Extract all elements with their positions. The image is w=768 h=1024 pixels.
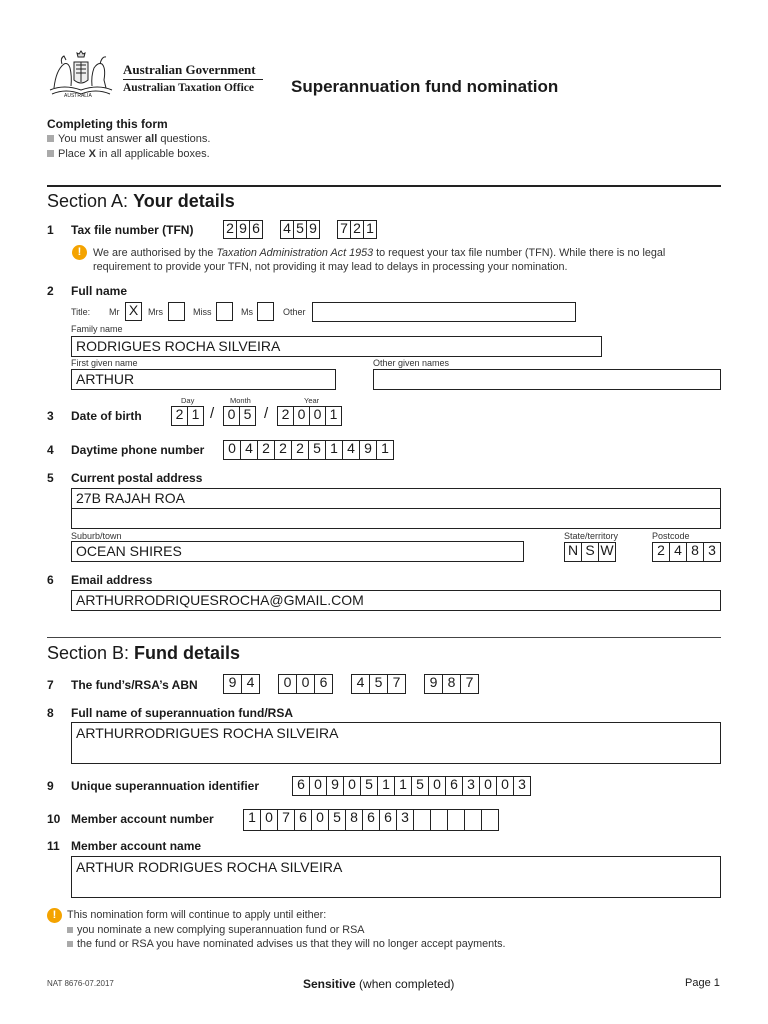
char-box[interactable]: 6 bbox=[362, 809, 380, 831]
section-b-rule bbox=[47, 637, 721, 638]
question-number: 4 bbox=[47, 443, 54, 457]
page-number: Page 1 bbox=[685, 977, 720, 989]
char-box[interactable]: 2 bbox=[291, 440, 309, 460]
char-box[interactable]: 5 bbox=[239, 406, 256, 426]
question-number: 6 bbox=[47, 573, 54, 587]
usi-label: Unique superannuation identifier bbox=[71, 779, 260, 793]
member-account-name-input[interactable]: ARTHUR RODRIGUES ROCHA SILVEIRA bbox=[71, 856, 721, 898]
section-a-title: Section A: Your details bbox=[47, 191, 235, 211]
char-box[interactable]: 9 bbox=[326, 776, 344, 796]
char-box[interactable]: 2 bbox=[223, 220, 237, 239]
bullet-square-icon bbox=[67, 941, 73, 947]
char-box[interactable]: 0 bbox=[311, 809, 329, 831]
header-divider bbox=[123, 79, 263, 80]
fund-name-label: Full name of superannuation fund/RSA bbox=[71, 706, 293, 720]
nomination-note-intro: This nomination form will continue to apply until either: bbox=[67, 909, 327, 921]
char-box[interactable]: 2 bbox=[350, 220, 364, 239]
char-box[interactable]: 4 bbox=[342, 440, 360, 460]
char-box[interactable]: 3 bbox=[462, 776, 480, 796]
family-name-label: Family name bbox=[71, 324, 123, 334]
address-line2-input[interactable] bbox=[71, 508, 721, 529]
info-icon: ! bbox=[72, 245, 87, 260]
char-box[interactable]: 9 bbox=[359, 440, 377, 460]
char-box[interactable]: 7 bbox=[277, 809, 295, 831]
government-name: Australian Government bbox=[123, 62, 256, 77]
char-box[interactable]: 9 bbox=[236, 220, 250, 239]
question-number: 10 bbox=[47, 812, 61, 826]
char-box[interactable]: 0 bbox=[260, 809, 278, 831]
char-box[interactable]: 2 bbox=[257, 440, 275, 460]
bullet-square-icon bbox=[47, 135, 54, 142]
char-box[interactable]: N bbox=[564, 542, 582, 562]
char-box[interactable]: 0 bbox=[278, 674, 297, 694]
char-box[interactable]: 7 bbox=[460, 674, 479, 694]
char-box[interactable]: 4 bbox=[669, 542, 687, 562]
title-ms-checkbox[interactable] bbox=[257, 302, 274, 321]
month-label: Month bbox=[230, 396, 251, 405]
char-box[interactable]: 4 bbox=[241, 674, 260, 694]
member-account-name-label: Member account name bbox=[71, 839, 202, 853]
char-box[interactable]: 1 bbox=[377, 776, 395, 796]
title-other-input[interactable] bbox=[312, 302, 576, 322]
char-box[interactable]: 7 bbox=[337, 220, 351, 239]
char-box[interactable]: W bbox=[598, 542, 616, 562]
char-box[interactable]: 0 bbox=[479, 776, 497, 796]
char-box[interactable]: 0 bbox=[293, 406, 310, 426]
char-box[interactable] bbox=[481, 809, 499, 831]
address-line1-input[interactable]: 27B RAJAH ROA bbox=[71, 488, 721, 509]
bullet-square-icon bbox=[47, 150, 54, 157]
char-box[interactable]: 0 bbox=[496, 776, 514, 796]
question-number: 11 bbox=[47, 839, 60, 853]
char-box[interactable]: 8 bbox=[686, 542, 704, 562]
first-name-label: First given name bbox=[71, 358, 138, 368]
char-box[interactable]: 0 bbox=[223, 406, 240, 426]
day-label: Day bbox=[181, 396, 195, 405]
completing-title: Completing this form bbox=[47, 117, 168, 131]
char-box[interactable]: 5 bbox=[369, 674, 388, 694]
year-label: Year bbox=[304, 396, 320, 405]
date-separator: / bbox=[264, 405, 269, 422]
char-box[interactable]: 0 bbox=[343, 776, 361, 796]
char-box[interactable]: 6 bbox=[249, 220, 263, 239]
char-box[interactable]: 5 bbox=[411, 776, 429, 796]
char-box[interactable]: 1 bbox=[394, 776, 412, 796]
char-box[interactable]: 3 bbox=[396, 809, 414, 831]
question-number: 9 bbox=[47, 779, 54, 793]
form-title: Superannuation fund nomination bbox=[291, 77, 559, 96]
fund-name-input[interactable]: ARTHURRODRIGUES ROCHA SILVEIRA bbox=[71, 722, 721, 764]
title-other-label: Other bbox=[283, 307, 306, 317]
question-number: 5 bbox=[47, 471, 54, 485]
svg-text:AUSTRALIA: AUSTRALIA bbox=[64, 93, 92, 98]
state-label: State/territory bbox=[564, 531, 619, 541]
char-box[interactable]: 1 bbox=[363, 220, 377, 239]
char-box[interactable]: 0 bbox=[428, 776, 446, 796]
agency-name: Australian Taxation Office bbox=[123, 82, 254, 94]
phone-label: Daytime phone number bbox=[71, 443, 205, 457]
title-miss-checkbox[interactable] bbox=[216, 302, 233, 321]
char-box[interactable]: 0 bbox=[309, 406, 326, 426]
char-box[interactable]: 5 bbox=[293, 220, 307, 239]
section-b-title: Section B: Fund details bbox=[47, 643, 241, 663]
char-box[interactable] bbox=[430, 809, 448, 831]
nomination-note-bullet-1: you nominate a new complying superannuation fund or RSA bbox=[67, 923, 365, 937]
full-name-label: Full name bbox=[71, 284, 128, 298]
family-name-input[interactable]: RODRIGUES ROCHA SILVEIRA bbox=[71, 336, 602, 357]
char-box[interactable]: 6 bbox=[292, 776, 310, 796]
title-label: Title: bbox=[71, 307, 91, 317]
char-box[interactable]: 9 bbox=[223, 674, 242, 694]
char-box[interactable]: 4 bbox=[240, 440, 258, 460]
char-box[interactable]: 5 bbox=[360, 776, 378, 796]
char-box[interactable]: S bbox=[581, 542, 599, 562]
char-box[interactable]: 9 bbox=[306, 220, 320, 239]
date-separator: / bbox=[210, 405, 215, 422]
char-box[interactable]: 1 bbox=[187, 406, 204, 426]
char-box[interactable]: 5 bbox=[328, 809, 346, 831]
info-icon: ! bbox=[47, 908, 62, 923]
char-box[interactable]: 8 bbox=[345, 809, 363, 831]
char-box[interactable]: 5 bbox=[308, 440, 326, 460]
question-number: 3 bbox=[47, 409, 54, 423]
title-miss-label: Miss bbox=[193, 307, 212, 317]
title-mrs-label: Mrs bbox=[148, 307, 163, 317]
other-given-names-input[interactable] bbox=[373, 369, 721, 390]
char-box[interactable]: 1 bbox=[325, 440, 343, 460]
char-box[interactable] bbox=[447, 809, 465, 831]
char-box[interactable]: 6 bbox=[445, 776, 463, 796]
abn-label: The fund’s/RSA’s ABN bbox=[71, 678, 198, 692]
char-box[interactable]: 2 bbox=[274, 440, 292, 460]
char-box[interactable]: 4 bbox=[351, 674, 370, 694]
sensitivity-label: Sensitive (when completed) bbox=[303, 977, 455, 991]
char-box[interactable]: 1 bbox=[325, 406, 342, 426]
char-box[interactable]: 4 bbox=[280, 220, 294, 239]
nomination-note-bullet-2: the fund or RSA you have nominated advises us that they will no longer accept payments. bbox=[67, 937, 506, 951]
suburb-input[interactable]: OCEAN SHIRES bbox=[71, 541, 524, 562]
char-box[interactable]: 7 bbox=[387, 674, 406, 694]
char-box[interactable] bbox=[413, 809, 431, 831]
instruction-1: You must answer all questions. bbox=[47, 133, 210, 145]
tfn-label: Tax file number (TFN) bbox=[71, 223, 194, 237]
email-label: Email address bbox=[71, 573, 153, 587]
dob-label: Date of birth bbox=[71, 409, 142, 423]
member-account-number-label: Member account number bbox=[71, 812, 214, 826]
bullet-square-icon bbox=[67, 927, 73, 933]
question-number: 2 bbox=[47, 284, 54, 298]
form-code: NAT 8676-07.2017 bbox=[47, 979, 114, 988]
title-mrs-checkbox[interactable] bbox=[168, 302, 185, 321]
section-a-rule bbox=[47, 185, 721, 187]
other-given-names-label: Other given names bbox=[373, 358, 450, 368]
postal-address-label: Current postal address bbox=[71, 471, 203, 485]
first-name-input[interactable]: ARTHUR bbox=[71, 369, 336, 390]
char-box[interactable]: 9 bbox=[424, 674, 443, 694]
char-box[interactable]: 0 bbox=[296, 674, 315, 694]
char-box[interactable]: 3 bbox=[513, 776, 531, 796]
email-input[interactable]: ARTHURRODRIQUESROCHA@GMAIL.COM bbox=[71, 590, 721, 611]
char-box[interactable]: 0 bbox=[309, 776, 327, 796]
title-mr-checkbox[interactable]: X bbox=[125, 302, 142, 321]
question-number: 8 bbox=[47, 706, 54, 720]
title-ms-label: Ms bbox=[241, 307, 253, 317]
title-mr-label: Mr bbox=[109, 307, 120, 317]
char-box[interactable] bbox=[464, 809, 482, 831]
char-box[interactable]: 2 bbox=[171, 406, 188, 426]
char-box[interactable]: 1 bbox=[376, 440, 394, 460]
tfn-privacy-note: We are authorised by the Taxation Administration Act 1953 to request your tax file number (TFN). While there is no legal requirement to provide your TFN, not providing it may lead to delays in processing your nomination. bbox=[93, 247, 666, 273]
instruction-2: Place X in all applicable boxes. bbox=[47, 148, 210, 160]
suburb-label: Suburb/town bbox=[71, 531, 122, 541]
question-number: 1 bbox=[47, 223, 54, 237]
question-number: 7 bbox=[47, 678, 54, 692]
char-box[interactable]: 6 bbox=[294, 809, 312, 831]
postcode-label: Postcode bbox=[652, 531, 690, 541]
char-box[interactable]: 2 bbox=[652, 542, 670, 562]
char-box[interactable]: 6 bbox=[314, 674, 333, 694]
coat-of-arms-logo bbox=[44, 48, 118, 98]
char-box[interactable]: 0 bbox=[223, 440, 241, 460]
char-box[interactable]: 2 bbox=[277, 406, 294, 426]
char-box[interactable]: 6 bbox=[379, 809, 397, 831]
char-box[interactable]: 3 bbox=[703, 542, 721, 562]
char-box[interactable]: 8 bbox=[442, 674, 461, 694]
char-box[interactable]: 1 bbox=[243, 809, 261, 831]
